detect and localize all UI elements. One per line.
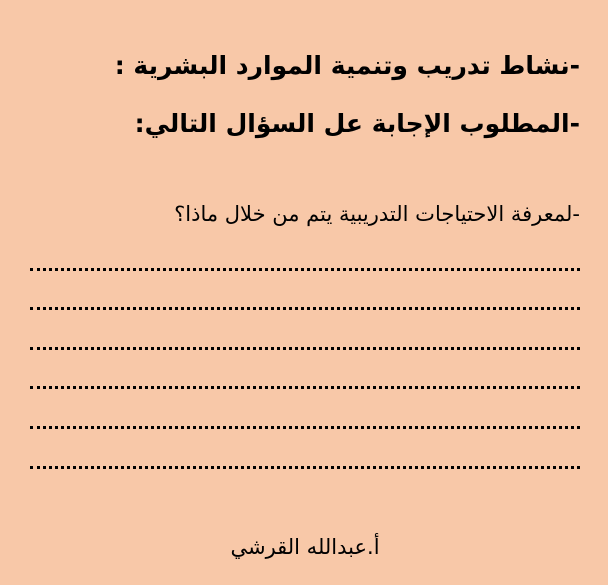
- answer-line[interactable]: [30, 347, 580, 350]
- answer-line[interactable]: [30, 386, 580, 389]
- author-signature: أ.عبدالله القرشي: [230, 535, 380, 559]
- answer-line[interactable]: [30, 307, 580, 310]
- answer-line[interactable]: [30, 466, 580, 469]
- question-text: -لمعرفة الاحتياجات التدريبية يتم من خلال ماذا؟: [174, 202, 580, 226]
- instruction-title: -المطلوب الإجابة عل السؤال التالي:: [134, 109, 580, 138]
- activity-title: -نشاط تدريب وتنمية الموارد البشرية :: [114, 51, 580, 80]
- answer-line[interactable]: [30, 426, 580, 429]
- answer-line[interactable]: [30, 268, 580, 271]
